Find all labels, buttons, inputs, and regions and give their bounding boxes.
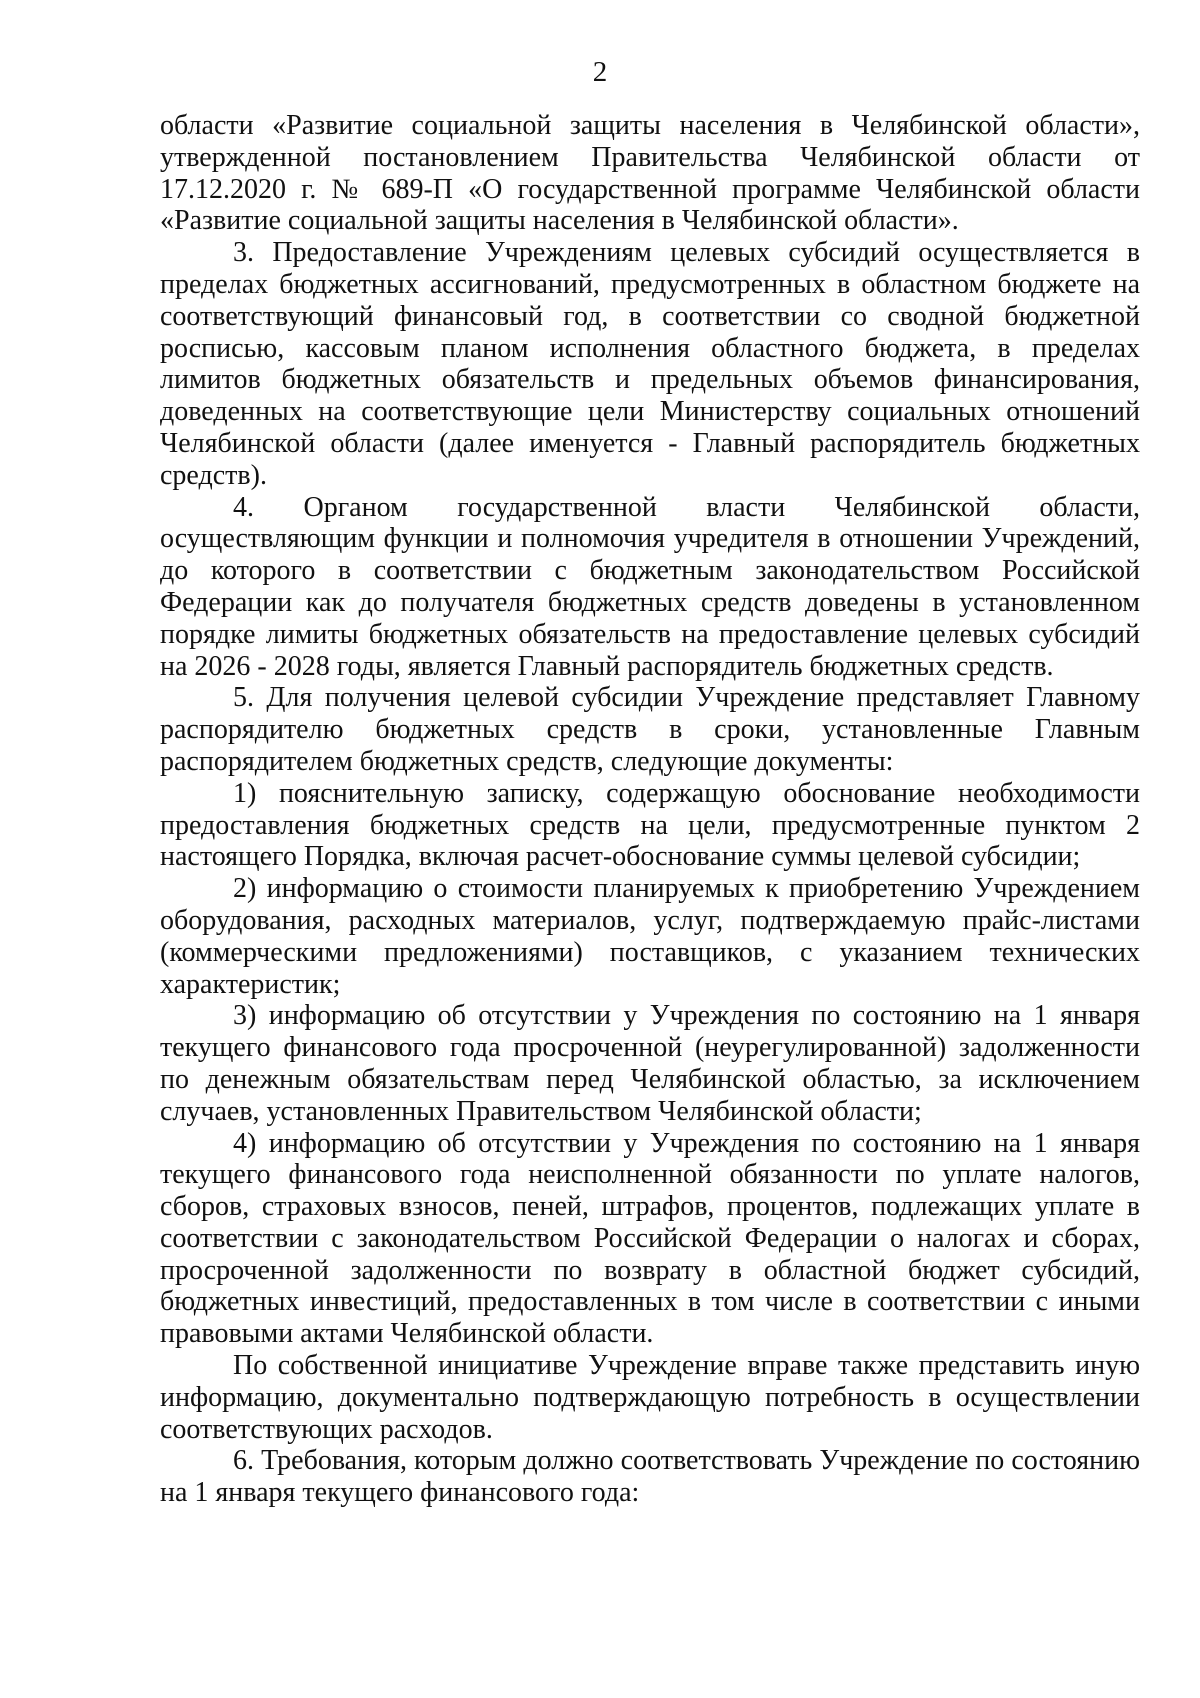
- paragraph-subitem-3: 3) информацию об отсутствии у Учреждения по состоянию на 1 января текущего финансового года просроченной (неурегулированной) задолженности по денежным обязательствам перед Челябинской областью, за исключением случаев, установленных Правительством Челябинской области;: [160, 1000, 1140, 1127]
- paragraph-subitem-2: 2) информацию о стоимости планируемых к приобретению Учреждением оборудования, расходных материалов, услуг, подтверждаемую прайс-листами (коммерческими предложениями) поставщиков, с указанием технических характеристик;: [160, 873, 1140, 1000]
- paragraph-item-3: 3. Предоставление Учреждениям целевых субсидий осуществляется в пределах бюджетных ассигнований, предусмотренных в областном бюджете на соответствующий финансовый год, в соответствии со сводной бюджетной росписью, кассовым планом исполнения областного бюджета, в пределах лимитов бюджетных обязательств и предельных объемов финансирования, доведенных на соответствующие цели Министерству социальных отношений Челябинской области (далее именуется - Главный распорядитель бюджетных средств).: [160, 237, 1140, 491]
- document-body: [160, 110, 1140, 1509]
- paragraph-subitem-4: 4) информацию об отсутствии у Учреждения по состоянию на 1 января текущего финансового года неисполненной обязанности по уплате налогов, сборов, страховых взносов, пеней, штрафов, процентов, подлежащих уплате в соответствии с законодательством Российской Федерации о налогах и сборах, просроченной задолженности по возврату в областной бюджет субсидий, бюджетных инвестиций, предоставленных в том числе в соответствии с иными правовыми актами Челябинской области.: [160, 1127, 1140, 1350]
- paragraph-continuation: области «Развитие социальной защиты населения в Челябинской области», утвержденной постановлением Правительства Челябинской области от 17.12.2020 г. № 689-П «О государственной программе Челябинской области «Развитие социальной защиты населения в Челябинской области».: [160, 110, 1140, 237]
- page-number: 2: [592, 56, 608, 88]
- paragraph-item-5: 5. Для получения целевой субсидии Учреждение представляет Главному распорядителю бюджетных средств в сроки, установленные Главным распорядителем бюджетных средств, следующие документы:: [160, 682, 1140, 777]
- paragraph-item-4: 4. Органом государственной власти Челябинской области, осуществляющим функции и полномочия учредителя в отношении Учреждений, до которого в соответствии с бюджетным законодательством Российской Федерации как до получателя бюджетных средств доведены в установленном порядке лимиты бюджетных обязательств на предоставление целевых субсидий на 2026 - 2028 годы, является Главный распорядитель бюджетных средств.: [160, 491, 1140, 682]
- paragraph-subitem-1: 1) пояснительную записку, содержащую обоснование необходимости предоставления бюджетных средств на цели, предусмотренные пунктом 2 настоящего Порядка, включая расчет-обоснование суммы целевой субсидии;: [160, 777, 1140, 873]
- paragraph-own-initiative: По собственной инициативе Учреждение вправе также представить иную информацию, документально подтверждающую потребность в осуществлении соответствующих расходов.: [160, 1350, 1140, 1445]
- paragraph-item-6: 6. Требования, которым должно соответствовать Учреждение по состоянию на 1 января текущего финансового года:: [160, 1445, 1140, 1509]
